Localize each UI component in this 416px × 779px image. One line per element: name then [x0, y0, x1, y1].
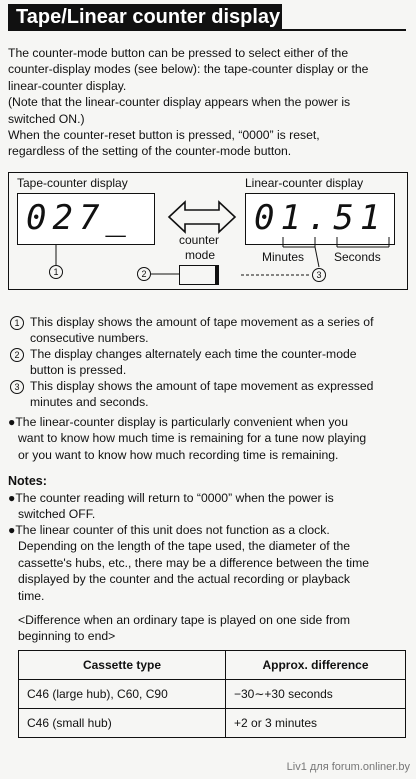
difference-caption	[18, 612, 406, 645]
marker-2: 2	[137, 267, 151, 281]
item-marker: 2	[10, 348, 24, 362]
watermark: Liv1 для forum.onliner.by	[286, 761, 410, 773]
note-line: Depending on the length of the tape used, the diameter of the	[18, 539, 351, 554]
item-line: minutes and seconds.	[30, 395, 149, 409]
tape-counter-display: 027_	[17, 193, 155, 245]
difference-table	[18, 650, 406, 738]
note-line: time.	[18, 588, 45, 603]
note-line: ●The counter reading will return to “0000” when the power is	[8, 491, 334, 505]
note-line: ●The linear counter of this unit does not function as a clock.	[8, 523, 330, 537]
leader-lines	[9, 173, 409, 291]
minutes-label: Minutes	[262, 250, 305, 264]
item-line: button is pressed.	[30, 363, 127, 377]
button-label-counter: counter	[179, 233, 220, 247]
counter-diagram	[8, 172, 408, 290]
intro-line: The counter-mode button can be pressed to select either of the	[8, 46, 349, 60]
title-underline	[8, 29, 406, 31]
table-cell: C46 (small hub)	[19, 709, 226, 738]
caption-line: beginning to end>	[18, 629, 116, 644]
table-cell: −30∼+30 seconds	[226, 680, 406, 709]
item-line: consecutive numbers.	[30, 331, 149, 345]
list-item	[8, 314, 406, 346]
convenience-line: or you want to know how much recording time is remaining.	[18, 447, 339, 462]
note-2	[8, 522, 406, 604]
marker-1: 1	[49, 265, 63, 279]
intro-line: linear-counter display.	[8, 78, 127, 93]
intro-paragraph	[8, 45, 400, 160]
linear-counter-display: 01.51	[245, 193, 395, 245]
table-row	[19, 680, 406, 709]
table-row	[19, 709, 406, 738]
seconds-label: Seconds	[334, 250, 381, 264]
item-line: This display shows the amount of tape movement as expressed	[30, 379, 374, 393]
page-title: Tape/Linear counter display	[8, 4, 282, 31]
intro-line: regardless of the setting of the counter-mode button.	[8, 144, 292, 159]
item-marker: 1	[10, 316, 24, 330]
linear-counter-label: Linear-counter display	[245, 176, 364, 190]
table-header-row	[19, 651, 406, 680]
intro-line: (Note that the linear-counter display appears when the power is	[8, 95, 351, 110]
note-line: switched OFF.	[18, 507, 96, 522]
table-header: Cassette type	[19, 651, 226, 680]
item-line: The display changes alternately each time the counter-mode	[30, 347, 357, 361]
note-line: cassette's hubs, etc., there may be a difference between the time	[18, 555, 369, 570]
notes-heading: Notes:	[8, 474, 47, 488]
table-cell: C46 (large hub), C60, C90	[19, 680, 226, 709]
convenience-line: want to know how much time is remaining for a tune now playing	[18, 431, 367, 446]
list-item	[8, 346, 406, 378]
explanation-list	[8, 314, 406, 410]
item-marker: 3	[10, 380, 24, 394]
note-line: displayed by the counter and the actual recording or playback	[18, 572, 350, 587]
marker-3: 3	[312, 268, 326, 282]
caption-line: <Difference when an ordinary tape is played on one side from	[18, 613, 351, 627]
table-header: Approx. difference	[226, 651, 406, 680]
intro-line: counter-display modes (see below): the tape-counter display or the	[8, 62, 369, 77]
list-item	[8, 378, 406, 410]
button-label-mode: mode	[185, 248, 216, 262]
intro-line: switched ON.)	[8, 111, 85, 126]
intro-line: When the counter-reset button is pressed, “0000” is reset,	[8, 128, 320, 143]
table-cell: +2 or 3 minutes	[226, 709, 406, 738]
note-1	[8, 490, 406, 523]
tape-counter-label: Tape-counter display	[17, 176, 128, 190]
convenience-paragraph	[8, 414, 406, 463]
convenience-line: ●The linear-counter display is particularly convenient when you	[8, 415, 348, 429]
item-line: This display shows the amount of tape movement as a series of	[30, 315, 374, 329]
